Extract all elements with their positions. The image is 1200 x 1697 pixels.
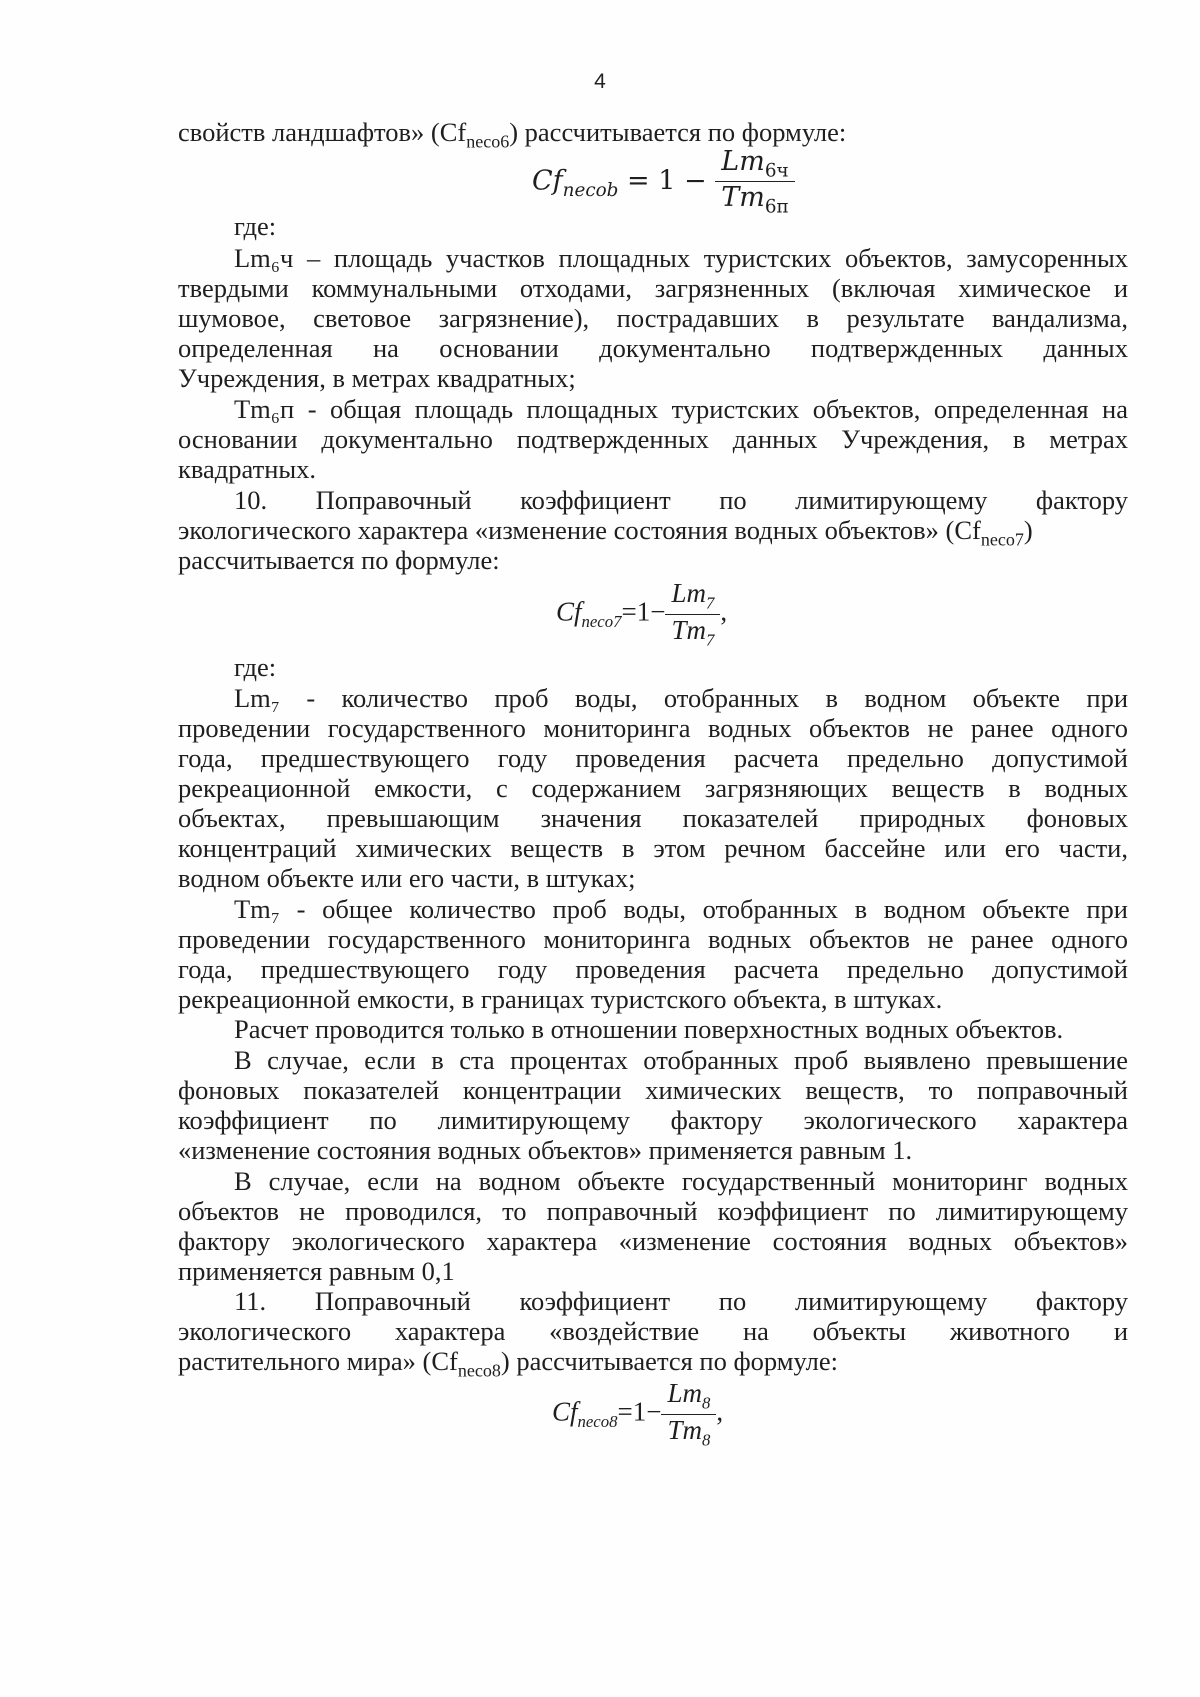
p6-line-1: Расчет проводится только в отношении поверхностных водных объектов. xyxy=(234,1014,1064,1044)
p4-line-1: Lm₇ - количество проб воды, отобранных в водном объекте при xyxy=(234,683,1128,713)
p8-line-4: применяется равным 0,1 xyxy=(178,1256,455,1286)
formula-fraction xyxy=(715,146,795,218)
p1-line-3: шумовое, световое загрязнение), пострадавших в результате вандализма, xyxy=(178,303,1128,333)
numerator-subscript: 6ч xyxy=(764,160,789,182)
p1-line-2: твердыми коммунальными отходами, загрязненных (включая химическое и xyxy=(178,273,1128,303)
p1-line-1: Lm₆ч – площадь участков площадных туристских объектов, замусоренных xyxy=(234,243,1128,273)
p9-line-3-rest: ) рассчитывается по формуле: xyxy=(500,1346,838,1376)
p3-line-3: рассчитывается по формуле: xyxy=(178,545,500,575)
p5-line-3: года, предшествующего году проведения расчета предельно допустимой xyxy=(178,954,1128,984)
intro-subscript: neco6 xyxy=(466,131,510,152)
denominator-subscript: 7 xyxy=(705,630,715,650)
formula-fraction xyxy=(665,578,720,650)
fraction-numerator: Lm xyxy=(667,1378,702,1408)
denominator-subscript: 6п xyxy=(764,196,789,218)
p2-line-3: квадратных. xyxy=(178,454,317,484)
p8-line-3: фактору экологического характера «изменение состояния водных объектов» xyxy=(178,1226,1128,1256)
formula-comma: , xyxy=(720,596,728,627)
p1-line-5: Учреждения, в метрах квадратных; xyxy=(178,363,576,393)
formula-cf-neco8 xyxy=(552,1378,723,1450)
formula-operator: = 1 − xyxy=(618,165,716,197)
where-label-2: где: xyxy=(234,652,277,682)
numerator-subscript: 8 xyxy=(701,1393,711,1413)
p4-line-2: проведении государственного мониторинга водных объектов не ранее одного xyxy=(178,713,1128,743)
p4-line-7: водном объекте или его части, в штуках; xyxy=(178,863,636,893)
formula-cf-neco7 xyxy=(556,578,727,650)
formula-lhs: Cf xyxy=(552,1396,578,1427)
intro-text: свойств ландшафтов» (Cf xyxy=(178,117,467,147)
fraction-numerator: Lm xyxy=(721,146,765,177)
p8-line-1: В случае, если на водном объекте государственный мониторинг водных xyxy=(234,1166,1128,1196)
p9-line-1: 11. Поправочный коэффициент по лимитирующему фактору xyxy=(234,1286,1128,1316)
p9-line-3-text: растительного мира» (Cf xyxy=(178,1346,458,1376)
formula-operator: =1− xyxy=(621,596,666,627)
p7-line-2: фоновых показателей концентрации химических веществ, то поправочный xyxy=(178,1075,1128,1105)
p5-line-4: рекреационной емкости, в границах туристского объекта, в штуках. xyxy=(178,984,943,1014)
p4-line-4: рекреационной емкости, с содержанием загрязняющих веществ в водных xyxy=(178,773,1128,803)
p1-line-4: определенная на основании документально подтвержденных данных xyxy=(178,333,1128,363)
fraction-denominator: Tm xyxy=(671,614,706,645)
where-label-1: где: xyxy=(234,211,277,241)
p7-line-4: «изменение состояния водных объектов» применяется равным 1. xyxy=(178,1135,913,1165)
p4-line-5: объектах, превышающим значения показателей природных фоновых xyxy=(178,803,1128,833)
formula-cf-neco6 xyxy=(532,146,795,218)
intro-text-rest: ) рассчитывается по формуле: xyxy=(509,117,847,147)
p7-line-3: коэффициент по лимитирующему фактору экологического характера xyxy=(178,1105,1128,1135)
denominator-subscript: 8 xyxy=(701,1430,711,1450)
p7-line-1: В случае, если в ста процентах отобранных проб выявлено превышение xyxy=(234,1045,1128,1075)
p4-line-6: концентраций химических веществ в этом речном бассейне или его части, xyxy=(178,833,1128,863)
p2-line-1: Tm₆п - общая площадь площадных туристских объектов, определенная на xyxy=(234,394,1128,424)
p4-line-3: года, предшествующего году проведения расчета предельно допустимой xyxy=(178,743,1128,773)
p3-close-paren: ) xyxy=(1023,515,1033,545)
p3-line-1: 10. Поправочный коэффициент по лимитирующему фактору xyxy=(234,485,1128,515)
formula-comma: , xyxy=(716,1396,724,1427)
numerator-subscript: 7 xyxy=(705,593,715,613)
formula-lhs-subscript: neco8 xyxy=(577,1412,618,1432)
formula-lhs-subscript: neco7 xyxy=(581,612,622,632)
p8-line-2: объектов не проводился, то поправочный коэффициент по лимитирующему xyxy=(178,1196,1128,1226)
formula-fraction xyxy=(661,1378,716,1450)
fraction-denominator: Tm xyxy=(721,182,765,214)
page-number: 4 xyxy=(594,70,606,93)
p3-subscript: neco7 xyxy=(980,529,1024,550)
p9-subscript: neco8 xyxy=(457,1360,501,1381)
p9-line-2: экологического характера «воздействие на объекты животного и xyxy=(178,1316,1128,1346)
formula-operator: =1− xyxy=(617,1396,662,1427)
p2-line-2: основании документально подтвержденных данных Учреждения, в метрах xyxy=(178,424,1128,454)
formula-lhs: Cf xyxy=(532,165,563,197)
p5-line-2: проведении государственного мониторинга водных объектов не ранее одного xyxy=(178,924,1128,954)
p3-line-2-text: экологического характера «изменение состояния водных объектов» (Cf xyxy=(178,515,981,545)
formula-lhs-subscript: necob xyxy=(562,179,619,201)
fraction-denominator: Tm xyxy=(667,1414,702,1445)
fraction-numerator: Lm xyxy=(671,578,706,608)
p5-line-1: Tm₇ - общее количество проб воды, отобранных в водном объекте при xyxy=(234,894,1128,924)
formula-lhs: Cf xyxy=(556,596,582,627)
